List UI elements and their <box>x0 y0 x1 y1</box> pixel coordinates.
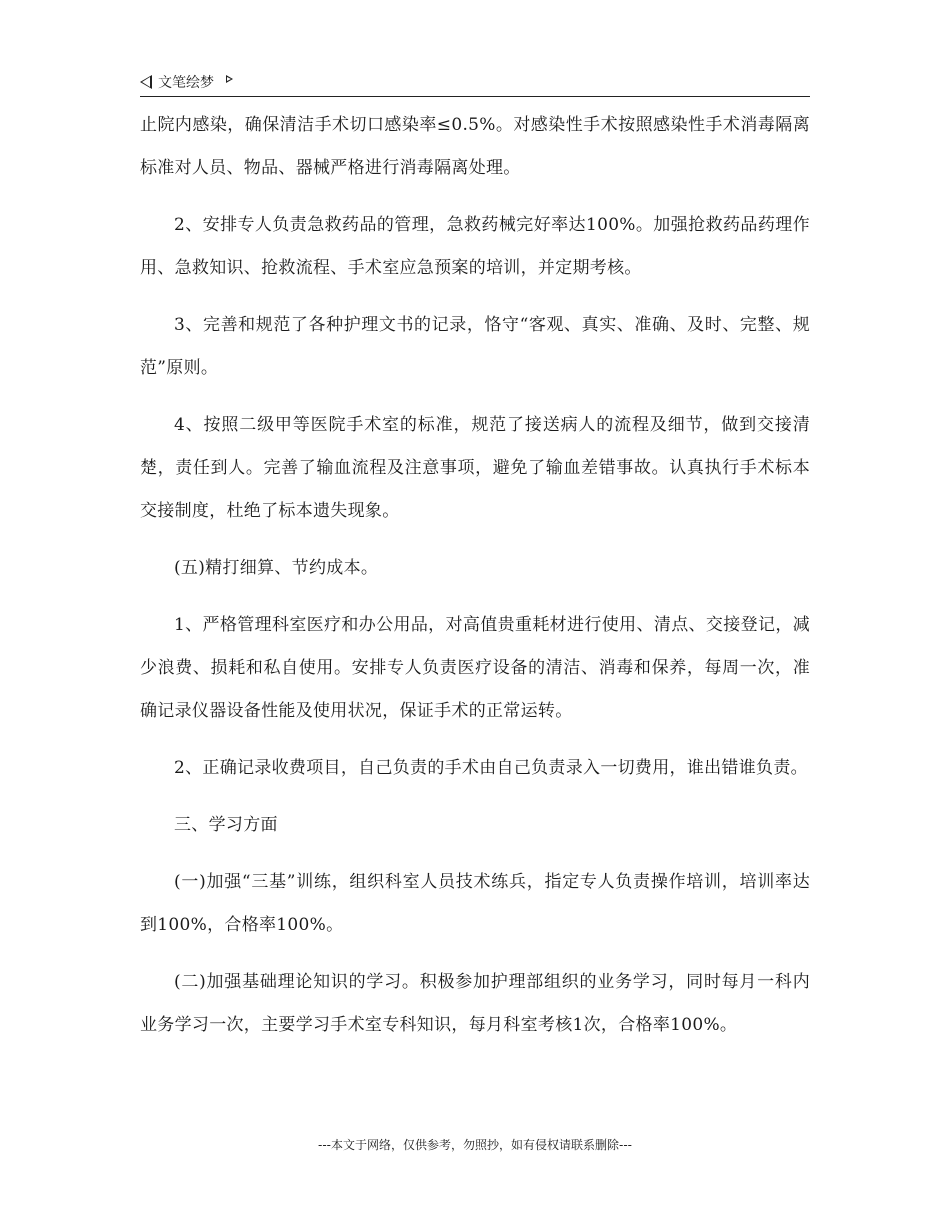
paragraph-item-3: 3、完善和规范了各种护理文书的记录，恪守“客观、真实、准确、及时、完整、规范”原则。 <box>140 315 810 378</box>
paragraph-item-2: 2、安排专人负责急救药品的管理，急救药械完好率达100%。加强抢救药品药理作用、急救知识、抢救流程、手术室应急预案的培训，并定期考核。 <box>140 215 810 278</box>
paragraph-continuation: 止院内感染，确保清洁手术切口感染率≤0.5%。对感染性手术按照感染性手术消毒隔离标准对人员、物品、器械严格进行消毒隔离处理。 <box>140 115 810 178</box>
header-title: 文笔绘梦 <box>158 75 214 91</box>
section-heading-study: 三、学习方面 <box>174 815 278 835</box>
document-body <box>140 104 810 1061</box>
triangle-right-icon <box>226 75 233 83</box>
page-header <box>140 70 810 94</box>
section-heading-5: (五)精打细算、节约成本。 <box>174 558 379 578</box>
paragraph-cost-1: 1、严格管理科室医疗和办公用品，对高值贵重耗材进行使用、清点、交接登记，减少浪费、损耗和私自使用。安排专人负责医疗设备的清洁、消毒和保养，每周一次，准确记录仪器设备性能及使用状况，保证手术的正常运转。 <box>140 615 810 721</box>
triangle-left-icon <box>140 75 152 89</box>
paragraph-cost-2: 2、正确记录收费项目，自己负责的手术由自己负责录入一切费用，谁出错谁负责。 <box>174 758 808 778</box>
page-footer: ---本文于网络，仅供参考，勿照抄，如有侵权请联系删除--- <box>318 1138 632 1152</box>
paragraph-item-4: 4、按照二级甲等医院手术室的标准，规范了接送病人的流程及细节，做到交接清楚，责任到人。完善了输血流程及注意事项，避免了输血差错事故。认真执行手术标本交接制度，杜绝了标本遗失现象。 <box>140 415 810 521</box>
paragraph-study-1: (一)加强“三基”训练，组织科室人员技术练兵，指定专人负责操作培训，培训率达到100%，合格率100%。 <box>140 872 810 935</box>
header-divider <box>140 96 810 97</box>
paragraph-study-2: (二)加强基础理论知识的学习。积极参加护理部组织的业务学习，同时每月一科内业务学习一次，主要学习手术室专科知识，每月科室考核1次，合格率100%。 <box>140 972 810 1035</box>
